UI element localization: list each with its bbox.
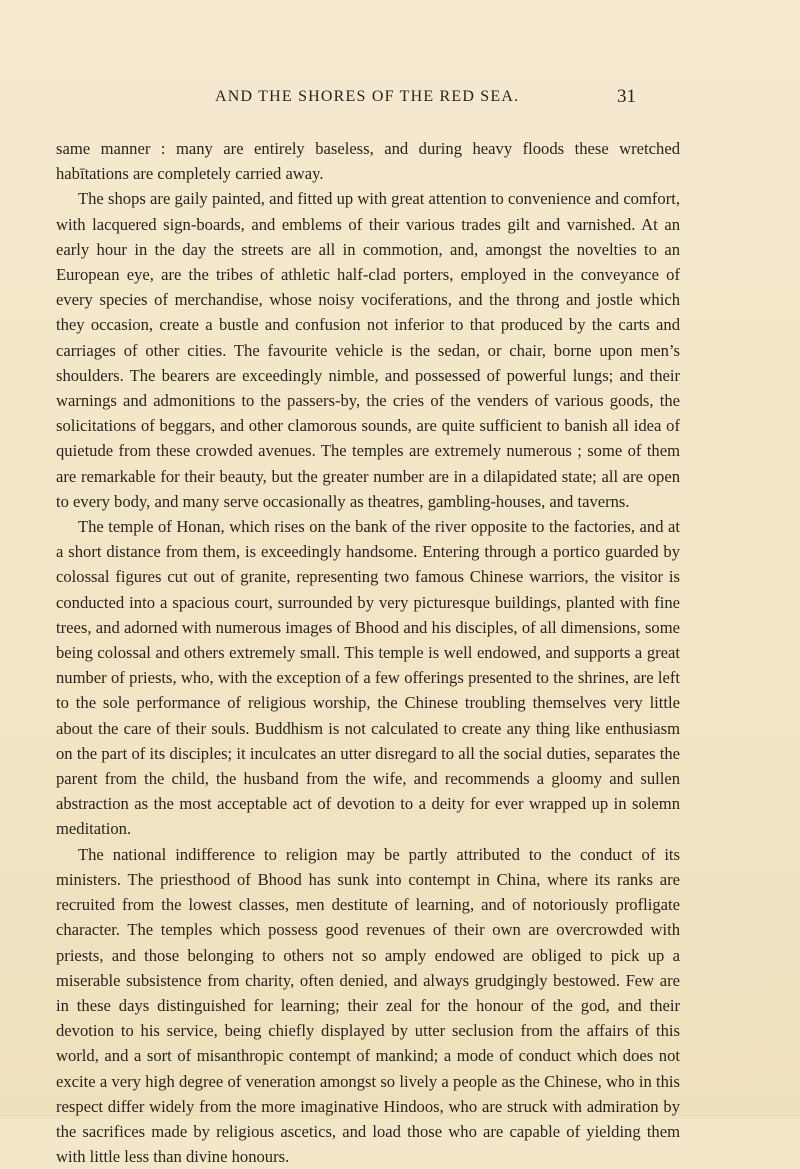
paragraph-national-indifference: The national indifference to religion may be partly attributed to the conduct of its ministers. The priesthood of Bhood has sunk into contempt in China, where its ranks are recruited from the lowest classes, men destitute of learning, and of notoriously profligate character. The temples which possess good revenues of their own are overcrowded with priests, and those belonging to others not so amply endowed are obliged to pick up a miserable subsistence from charity, often denied, and always grudgingly bestowed. Few are in these days distinguished for learning; their zeal for the honour of the god, and their devotion to his service, being chiefly displayed by utter seclusion from the affairs of this world, and a sort of misanthropic contempt of mankind; a mode of conduct which does not excite a very high degree of veneration amongst so lively a people as the Chinese, who in this respect differ widely from the more imaginative Hindoos, who are struck with admiration by the sacrifices made by religious ascetics, and load those who are capable of yielding them with little less than divine honours. [56,844,680,1167]
running-head [0,88,800,112]
running-title: AND THE SHORES OF THE RED SEA. [215,88,520,105]
page-number: 31 [617,86,636,107]
paragraph-temple-of-honan: The temple of Honan, which rises on the bank of the river opposite to the factories, and at a short distance from them, is exceedingly handsome. Entering through a portico guarded by colossal figures cut out of granite, representing two famous Chinese warriors, the visitor is conducted into a spacious court, surrounded by very picturesque buildings, planted with fine trees, and adorned with numerous images of Bhood and his disciples, of all dimensions, some being colossal and others extremely small. This temple is well endowed, and supports a great number of priests, who, with the exception of a few offerings presented to the shrines, are left to the sole performance of religious worship, the Chinese troubling themselves very little about the care of their souls. Buddhism is not calculated to create any thing like enthusiasm on the part of its disciples; it inculcates an utter disregard to all the social duties, separates the parent from the child, the husband from the wife, and recommends a gloomy and sullen abstraction as the most acceptable act of devotion to a deity for ever wrapped up in solemn meditation. [56,517,680,839]
body-text [56,136,680,1169]
paragraph-shops: The shops are gaily painted, and fitted up with great attention to convenience and comfort, with lacquered sign-boards, and emblems of their various trades gilt and varnished. At an early hour in the day the streets are all in commotion, and, amongst the novelties to an European eye, are the tribes of athletic half-clad porters, employed in the conveyance of every species of merchandise, whose noisy vociferations, and the throng and jostle which they occasion, create a bustle and confusion not inferior to that produced by the carts and carriages of other cities. The favourite vehicle is the sedan, or chair, borne upon men’s shoulders. The bearers are exceedingly nimble, and possessed of powerful lungs; and their warnings and admonitions to the passers-by, the cries of the venders of various goods, the solicitations of beggars, and other clamorous sounds, are quite sufficient to banish all idea of quietude from these crowded avenues. The temples are extremely numerous ; some of them are remarkable for their beauty, but the greater number are in a dilapidated state; all are open to every body, and many serve occasionally as theatres, gambling-houses, and taverns. [56,189,680,511]
paragraph-continued: same manner : many are entirely baseless, and during heavy floods these wretched habītations are completely carried away. [56,139,680,184]
